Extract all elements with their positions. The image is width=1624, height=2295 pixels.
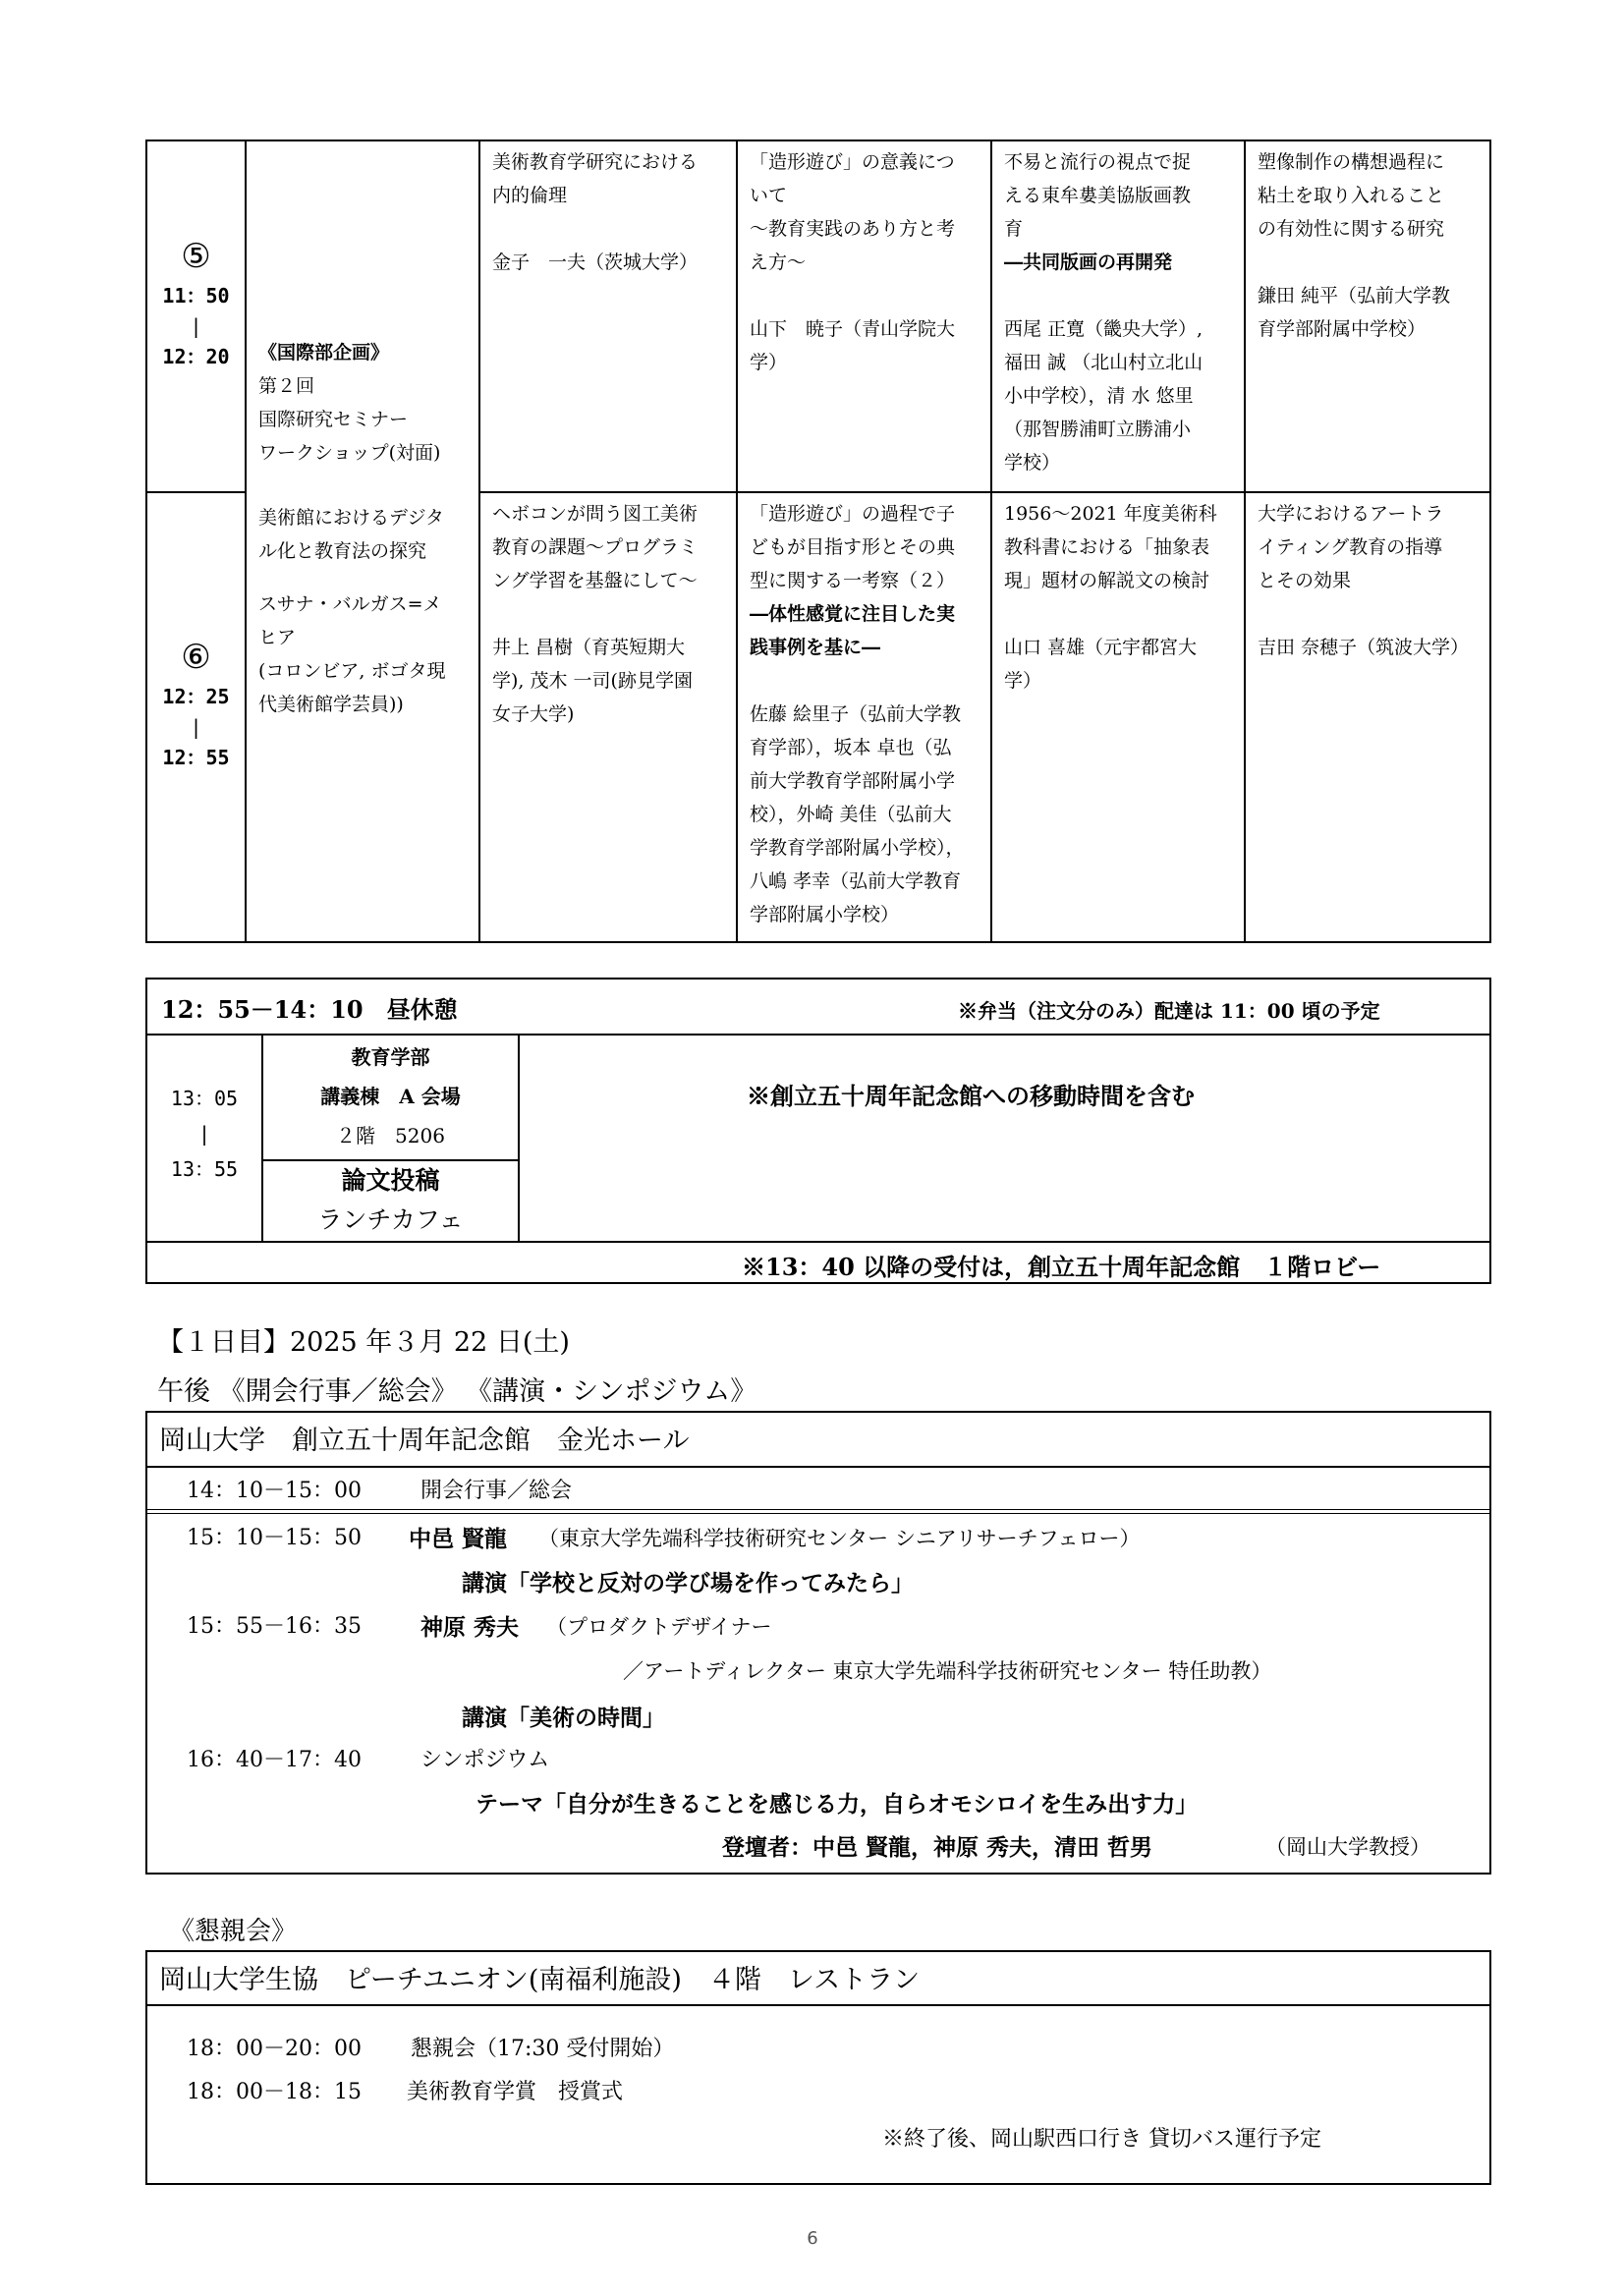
lunch-cafe: 論文投稿 ランチカフェ [317,1166,464,1234]
party-time-2: 18：00－18：15 [187,2080,362,2104]
day1-date: 【１日目】2025 年３月 22 日(土) [157,1327,570,1358]
lunch-note: ※弁当（注文分のみ）配達は 11：00 頃の予定 [958,999,1380,1023]
panel-affiliation: （岡山大学教授） [1265,1835,1430,1859]
party-venue: 岡山大学生協 ピーチユニオン(南福利施設) ４階 レストラン [159,1965,921,1995]
presentation-6-1: ヘボコンが問う図工美術 教育の課題～プログラミ ング学習を基盤にして～ 井上 昌樹（育英短期大 学), 茂木 一司(跡見学園 女子大学) [492,503,699,725]
party-time-1: 18：00－20：00 [187,2037,362,2061]
page-number: 6 [807,2228,818,2249]
lunch-time: 13：05 | 13：55 [170,1087,239,1181]
presentation-6-2: 「造形遊び」の過程で子 どもが目指す形とその典 型に関する一考察（２） ―体性感覚に注目した実 践事例を基に― 佐藤 絵里子（弘前大学教 育学部），坂本 卓也（弘 前大学教育学部附属小学 校），外崎 美佳（弘前大 学教育学部附属小学校）， 八嶋 孝幸（弘前大学教育 学部附属小学校） [750,503,965,925]
opening-event: 開会行事／総会 [420,1479,573,1503]
session6-time: ⑥ 12：25 | 12：55 [147,635,245,774]
opening-time: 14：10－15：00 [187,1479,362,1503]
session5-time: ⑤ 11：50 | 12：20 [147,234,245,373]
presentation-5-4: 塑像制作の構想過程に 粘土を取り入れること の有効性に関する研究 鎌田 純平（弘前大学教 育学部附属中学校） [1258,151,1451,340]
day1-venue: 岡山大学 創立五十周年記念館 金光ホール [159,1426,690,1456]
party-event-2: 美術教育学賞 授賞式 [407,2080,624,2104]
lunch-room: 教育学部 講義棟 A 会場 ２階 5206 [320,1045,461,1148]
bus-note: ※終了後、岡山駅西口行き 貸切バス運行予定 [882,2127,1321,2152]
presentation-5-2: 「造形遊び」の意義につ いて ～教育実践のあり方と考 え方～ 山下 暁子（青山学院大 学） [750,151,956,373]
reception-note: ※13：40 以降の受付は，創立五十周年記念館 １階ロビー [742,1253,1381,1281]
party-title: 《懇親会》 [169,1917,298,1946]
talk2-title: 講演「美術の時間」 [462,1705,665,1731]
session6-number: ⑥ [181,638,211,677]
speaker1-affiliation: （東京大学先端科学技術研究センター シニアリサーチフェロー） [538,1527,1141,1550]
speaker1-name: 中邑 賢龍 [409,1526,508,1552]
symposium-panel: 登壇者：中邑 賢龍，神原 秀夫，清田 哲男 [722,1834,1153,1861]
symposium-label: シンポジウム [420,1748,550,1772]
speaker2-affiliation-2: ／アートディレクター 東京大学先端科学技術研究センター 特任助教） [623,1659,1272,1683]
speaker2-name: 神原 秀夫 [420,1614,520,1641]
presentation-6-3: 1956～2021 年度美術科 教科書における「抽象表 現」題材の解説文の検討 山口 喜雄（元宇都宮大 学） [1004,503,1217,692]
presentation-6-4: 大学におけるアートラ イティング教育の指導 とその効果 吉田 奈穂子（筑波大学） [1258,503,1470,658]
day1-afternoon: 午後 《開会行事／総会》 《講演・シンポジウム》 [157,1376,757,1407]
intl-workshop-topic: 美術館におけるデジタ ル化と教育法の探究 スサナ・バルガス=メ ヒア (コロンビア, ボゴタ現 代美術館学芸員)) [258,507,446,715]
intl-workshop: 《国際部企画》 第２回 国際研究セミナー ワークショップ(対面) [258,342,441,464]
party-event-1: 懇親会（17:30 受付開始） [411,2037,675,2061]
talk2-time: 15：55－16：35 [187,1614,362,1639]
presentation-5-3: 不易と流行の視点で捉 える東牟婁美協版画教 育 ―共同版画の再開発 西尾 正寛（畿央大学）, 福田 誠 （北山村立北山 小中学校），清 水 悠里 （那智勝浦町立勝浦小 学校） [1004,151,1204,474]
session5-number: ⑤ [181,237,211,276]
symposium-time: 16：40－17：40 [187,1748,362,1772]
presentation-5-1: 美術教育学研究における 内的倫理 金子 一夫（茨城大学） [492,151,699,273]
speaker2-affiliation-1: （プロダクトデザイナー [546,1615,772,1639]
lunch-header: 12：55－14：10 昼休憩 [161,995,458,1024]
symposium-theme: テーマ「自分が生きることを感じる力，自らオモシロイを生み出す力」 [476,1791,1199,1818]
talk1-time: 15：10－15：50 [187,1526,362,1550]
talk1-title: 講演「学校と反対の学び場を作ってみたら」 [462,1570,914,1596]
move-note: ※創立五十周年記念館への移動時間を含む [747,1082,1195,1110]
